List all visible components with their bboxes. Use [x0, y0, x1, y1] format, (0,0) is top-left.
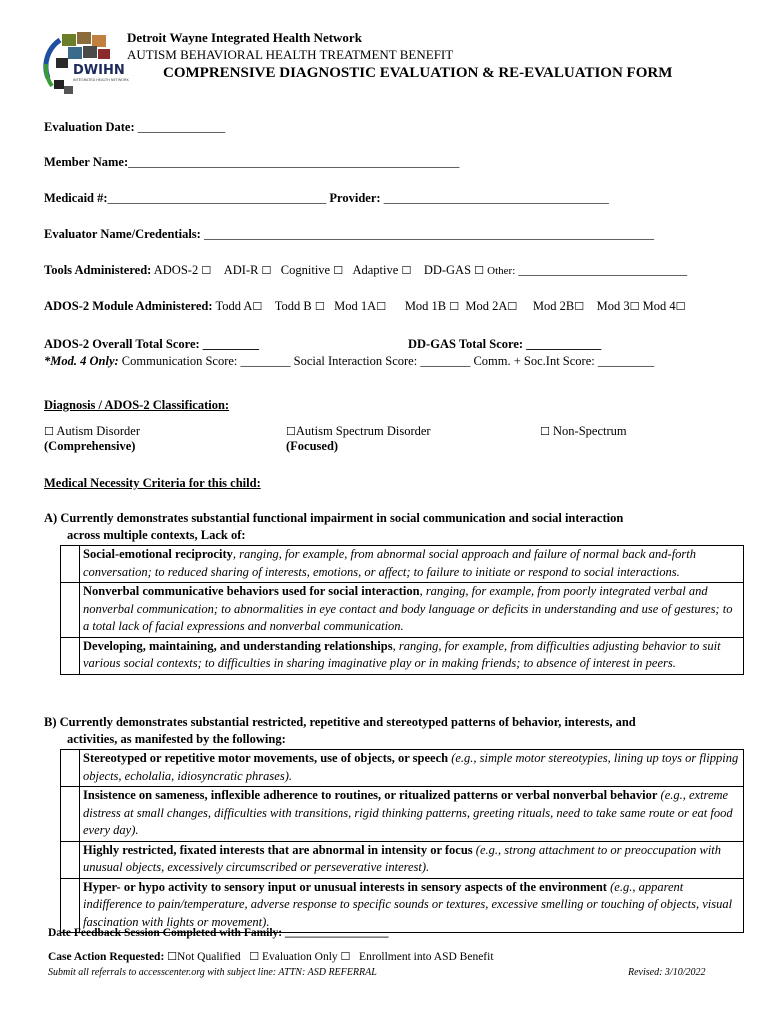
evaluator-row: [44, 227, 654, 242]
member-name-row: [44, 155, 459, 170]
checkbox-icon: ☐: [376, 300, 387, 313]
criteria-checkbox[interactable]: [61, 878, 80, 933]
criteria-checkbox[interactable]: [61, 546, 80, 583]
diagnosis-option-non-spectrum[interactable]: ☐ Non-Spectrum: [540, 424, 627, 438]
checkbox-icon: ☐: [340, 950, 351, 963]
feedback-label: Date Feedback Session Completed with Family:: [48, 927, 283, 939]
section-b-table: [60, 749, 744, 933]
module-option-mod-4[interactable]: Mod 4☐: [642, 299, 686, 313]
feedback-field[interactable]: __________________: [285, 927, 389, 939]
social-label: Social Interaction Score:: [293, 354, 418, 368]
section-b-subtitle: activities, as manifested by the following:: [67, 732, 286, 746]
checkbox-icon: ☐: [167, 950, 178, 963]
criteria-row: [61, 546, 744, 583]
member-name-label: Member Name:: [44, 155, 129, 169]
communication-field[interactable]: ________: [240, 354, 291, 368]
module-option-todd-a[interactable]: Todd A☐: [215, 299, 263, 313]
module-option-mod-3[interactable]: Mod 3☐: [596, 299, 640, 313]
benefit-title: AUTISM BEHAVIORAL HEALTH TREATMENT BENEFIT: [127, 47, 454, 62]
tools-row: [44, 263, 687, 278]
checkbox-icon: ☐: [261, 264, 272, 277]
footer-right: Revised: 3/10/2022: [628, 967, 706, 978]
criteria-checkbox[interactable]: [61, 841, 80, 878]
checkbox-icon: ☐: [252, 300, 263, 313]
criteria-row: [61, 878, 744, 933]
checkbox-icon: ☐: [675, 300, 686, 313]
criteria-checkbox[interactable]: [61, 750, 80, 787]
checkbox-icon: ☐: [333, 264, 344, 277]
criteria-checkbox[interactable]: [61, 637, 80, 674]
feedback-row: [48, 927, 389, 939]
evaluator-field[interactable]: ________________________________________________________________________: [203, 227, 654, 241]
case-option-evaluation-only[interactable]: ☐ Evaluation Only: [249, 950, 338, 963]
diagnosis-option-asd[interactable]: ☐Autism Spectrum Disorder (Focused): [286, 424, 431, 453]
checkbox-icon: ☐: [629, 300, 640, 313]
criteria-row: [61, 750, 744, 787]
case-action-row: [48, 950, 494, 963]
section-a-table: [60, 545, 744, 675]
checkbox-icon: ☐: [401, 264, 412, 277]
criteria-text: Nonverbal communicative behaviors used for social interaction, ranging, for example, from poorly integrated verbal and nonverbal communication; to abnormalities in eye contact and body language or deficits in understanding and use of gestures; to a total lack of facial expressions and nonverbal communication.: [80, 583, 744, 638]
ados-total-label: ADOS-2 Overall Total Score:: [44, 337, 200, 351]
checkbox-icon: ☐: [286, 425, 296, 438]
criteria-text: Developing, maintaining, and understanding relationships, ranging, for example, from difficulties adjusting behavior to suit various social contexts; to difficulties in sharing imaginative play or in making friends; to absence of interest in peers.: [80, 637, 744, 674]
evaluator-label: Evaluator Name/Credentials:: [44, 227, 201, 241]
checkbox-icon: ☐: [314, 300, 325, 313]
ddgas-total-label: DD-GAS Total Score:: [408, 337, 524, 351]
evaluation-date-row: [44, 120, 225, 135]
criteria-heading: Medical Necessity Criteria for this child:: [44, 476, 261, 490]
case-option-enrollment[interactable]: ☐ Enrollment into ASD Benefit: [340, 950, 494, 963]
criteria-text: Social-emotional reciprocity, ranging, for example, from abnormal social approach and failure of normal back and-forth conversation; to reduced sharing of interests, emotions, or affect; to failure to initiate or respond to social interactions.: [80, 546, 744, 583]
ddgas-total-field[interactable]: ____________: [526, 337, 602, 351]
provider-label: Provider:: [329, 191, 381, 205]
criteria-row: [61, 637, 744, 674]
section-a-subtitle: across multiple contexts, Lack of:: [67, 528, 246, 542]
mod4-scores-row: [44, 354, 654, 369]
communication-label: Communication Score:: [121, 354, 238, 368]
tool-option-adir[interactable]: ADI-R ☐: [223, 263, 272, 277]
evaluation-date-field[interactable]: ______________: [137, 120, 226, 134]
member-name-field[interactable]: _____________________________________________________: [128, 155, 460, 169]
footer-left: Submit all referrals to accesscenter.org with subject line: ATTN: ASD REFERRAL: [48, 967, 377, 978]
module-label: ADOS-2 Module Administered:: [44, 299, 213, 313]
mod4-label: *Mod. 4 Only:: [44, 354, 119, 368]
comm-soc-label: Comm. + Soc.Int Score:: [473, 354, 595, 368]
criteria-text: Insistence on sameness, inflexible adherence to routines, or ritualized patterns or verbal nonverbal behavior (e.g., extreme distress at small changes, difficulties with transitions, rigid thinking patterns, greeting rituals, need to take same route or eat food every day).: [80, 787, 744, 842]
medicaid-provider-row: [44, 191, 609, 206]
logo-subtext: INTEGRATED HEALTH NETWORK: [73, 78, 129, 82]
criteria-text: Highly restricted, fixated interests that are abnormal in intensity or focus (e.g., strong attachment to or preoccupation with unusual objects, excessively circumscribed or perseverative interest).: [80, 841, 744, 878]
checkbox-icon: ☐: [507, 300, 518, 313]
tool-option-ddgas[interactable]: DD-GAS ☐: [423, 263, 485, 277]
ados-total-row: [44, 337, 259, 352]
checkbox-icon: ☐: [249, 950, 260, 963]
form-title: COMPRENSIVE DIAGNOSTIC EVALUATION & RE-EVALUATION FORM: [163, 65, 673, 81]
section-a-title: A) Currently demonstrates substantial functional impairment in social communication and social interaction: [44, 511, 624, 525]
criteria-text: Stereotyped or repetitive motor movements, use of objects, or speech (e.g., simple motor stereotypies, lining up toys or flipping objects, echolalia, idiosyncratic phrases).: [80, 750, 744, 787]
diagnosis-heading: Diagnosis / ADOS-2 Classification:: [44, 398, 230, 412]
criteria-checkbox[interactable]: [61, 787, 80, 842]
medicaid-field[interactable]: ___________________________________: [107, 191, 327, 205]
module-option-mod-1b[interactable]: Mod 1B ☐: [404, 299, 460, 313]
module-option-todd-b[interactable]: Todd B ☐: [274, 299, 325, 313]
tool-option-adaptive[interactable]: Adaptive ☐: [352, 263, 412, 277]
checkbox-icon: ☐: [44, 425, 54, 438]
logo-text: DWIHN: [73, 63, 125, 78]
org-name: Detroit Wayne Integrated Health Network: [127, 30, 362, 45]
tool-option-ados2[interactable]: ADOS-2 ☐: [153, 263, 212, 277]
module-option-mod-2a[interactable]: Mod 2A☐: [465, 299, 518, 313]
case-action-label: Case Action Requested:: [48, 951, 165, 963]
criteria-row: [61, 787, 744, 842]
diagnosis-option-autism-disorder[interactable]: ☐ Autism Disorder (Comprehensive): [44, 424, 140, 453]
social-field[interactable]: ________: [420, 354, 471, 368]
dwihn-logo: [40, 28, 129, 100]
provider-field[interactable]: ____________________________________: [383, 191, 609, 205]
ddgas-total-row: [408, 337, 601, 352]
checkbox-icon: ☐: [201, 264, 212, 277]
tool-option-cognitive[interactable]: Cognitive ☐: [280, 263, 344, 277]
section-b-title: B) Currently demonstrates substantial restricted, repetitive and stereotyped patterns of behavior, interests, and: [44, 715, 636, 729]
checkbox-icon: ☐: [474, 264, 485, 277]
case-option-not-qualified[interactable]: ☐Not Qualified: [167, 950, 241, 963]
module-option-mod-2b[interactable]: Mod 2B☐: [532, 299, 585, 313]
criteria-text: Hyper- or hypo activity to sensory input or unusual interests in sensory aspects of the environment (e.g., apparent indifference to pain/temperature, adverse response to specific sounds or textures, excessive smelling or touching of objects, visual fascination with lights or movement).: [80, 878, 744, 933]
checkbox-icon: ☐: [540, 425, 550, 438]
module-row: [44, 299, 686, 314]
criteria-row: [61, 841, 744, 878]
evaluation-date-label: Evaluation Date:: [44, 120, 135, 134]
checkbox-icon: ☐: [449, 300, 460, 313]
criteria-row: [61, 583, 744, 638]
comm-soc-field[interactable]: _________: [597, 354, 655, 368]
criteria-checkbox[interactable]: [61, 583, 80, 638]
module-option-mod-1a[interactable]: Mod 1A☐: [334, 299, 387, 313]
tool-option-other[interactable]: Other: ___________________________: [487, 263, 688, 277]
medicaid-label: Medicaid #:: [44, 191, 108, 205]
tools-label: Tools Administered:: [44, 263, 152, 277]
ados-total-field[interactable]: _________: [202, 337, 260, 351]
checkbox-icon: ☐: [574, 300, 585, 313]
